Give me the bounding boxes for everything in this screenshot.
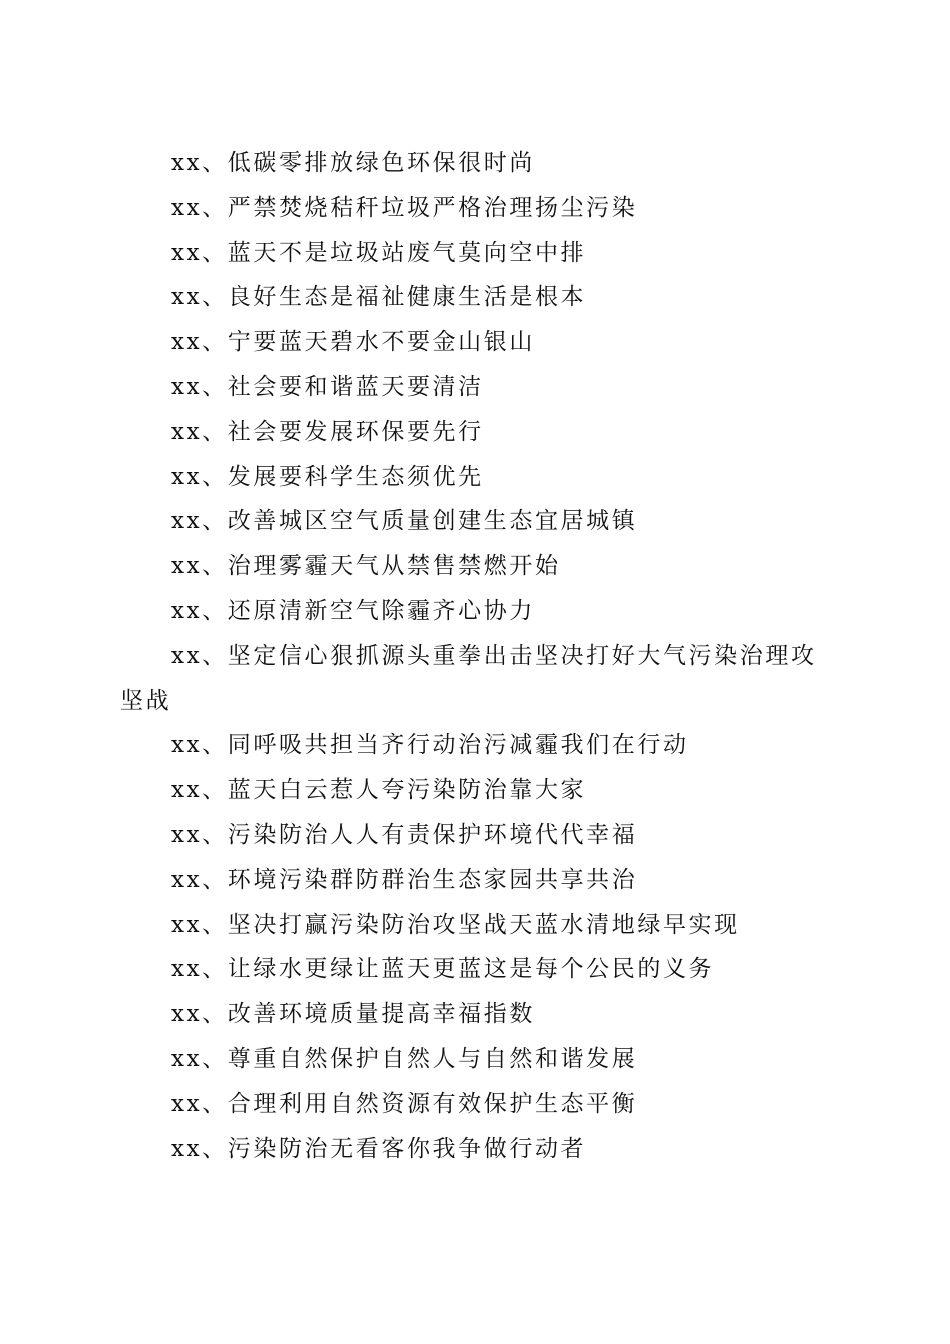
slogan-line: xx、良好生态是福祉健康生活是根本 [171,284,587,311]
slogan-line: xx、合理利用自然资源有效保护生态平衡 [171,1090,638,1117]
slogan-line: xx、污染防治无看客你我争做行动者 [171,1135,587,1162]
slogan-line: xx、严禁焚烧秸秆垃圾严格治理扬尘污染 [171,194,638,221]
slogan-line: xx、改善城区空气质量创建生态宜居城镇 [171,508,638,535]
document-body [120,141,832,1171]
slogan-line: xx、蓝天不是垃圾站废气莫向空中排 [171,239,587,266]
slogan-line: xx、坚定信心狠抓源头重拳出击坚决打好大气污染治理攻坚战 [120,642,817,714]
slogan-line: xx、还原清新空气除霾齐心协力 [171,597,535,624]
slogan-line: xx、环境污染群防群治生态家园共享共治 [171,866,638,893]
slogan-line: xx、同呼吸共担当齐行动治污减霾我们在行动 [171,732,689,759]
slogan-line: xx、低碳零排放绿色环保很时尚 [171,150,535,176]
slogan-line: xx、坚决打赢污染防治攻坚战天蓝水清地绿早实现 [171,911,740,938]
slogan-line: xx、社会要和谐蓝天要清洁 [171,373,484,400]
slogan-line: xx、改善环境质量提高幸福指数 [171,1001,535,1028]
slogan-line: xx、污染防治人人有责保护环境代代幸福 [171,821,638,848]
slogan-line: xx、蓝天白云惹人夸污染防治靠大家 [171,777,587,804]
slogan-line: xx、治理雾霾天气从禁售禁燃开始 [171,553,561,580]
slogan-line: xx、宁要蓝天碧水不要金山银山 [171,329,535,356]
slogan-line: xx、让绿水更绿让蓝天更蓝这是每个公民的义务 [171,956,715,983]
slogan-line: xx、社会要发展环保要先行 [171,418,484,445]
slogan-line: xx、发展要科学生态须优先 [171,463,484,490]
slogan-line: xx、尊重自然保护自然人与自然和谐发展 [171,1045,638,1072]
